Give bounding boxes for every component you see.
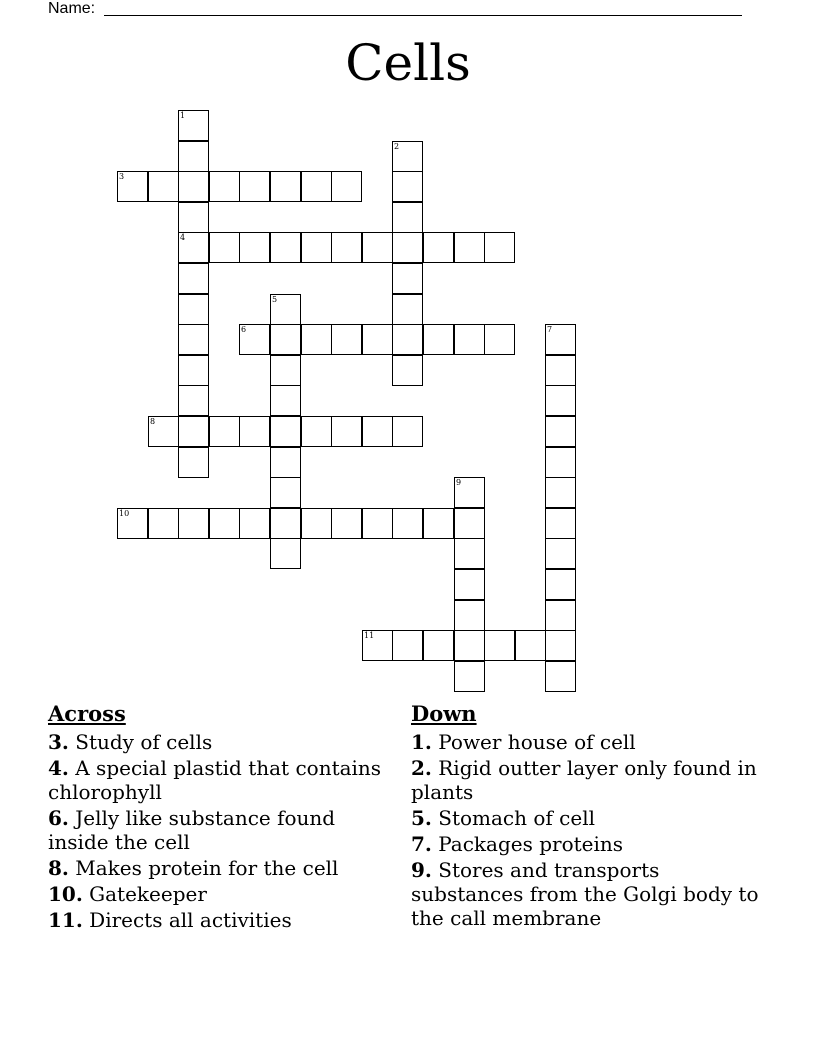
clue-number-label: 6 [241,325,247,334]
grid-cell[interactable] [178,171,209,202]
grid-cell[interactable] [545,600,576,631]
across-heading: Across [48,701,126,726]
grid-cell[interactable] [178,232,209,263]
across-clues [48,700,388,934]
grid-cell[interactable] [454,477,485,508]
grid-cell[interactable] [362,508,393,539]
grid-cell[interactable] [484,232,515,263]
grid-cell[interactable] [545,630,576,661]
clue-number: 10. [48,882,83,906]
grid-cell[interactable] [454,232,485,263]
grid-cell[interactable] [239,232,270,263]
grid-cell[interactable] [270,538,301,569]
clue-number-label: 9 [456,478,462,487]
grid-cell[interactable] [178,385,209,416]
grid-cell[interactable] [392,324,423,355]
grid-cell[interactable] [239,324,270,355]
clue-number-label: 10 [119,509,130,518]
grid-cell[interactable] [331,232,362,263]
clue-item [411,730,761,754]
grid-cell[interactable] [301,416,332,447]
clue-number-label: 11 [364,631,375,640]
clue-item [48,856,388,880]
clue-number: 4. [48,756,69,780]
grid-cell[interactable] [454,508,485,539]
clue-item [48,730,388,754]
clue-text: Directs all activities [89,908,292,932]
grid-cell[interactable] [178,508,209,539]
grid-cell[interactable] [484,324,515,355]
grid-cell[interactable] [148,416,179,447]
grid-cell[interactable] [178,141,209,172]
grid-cell[interactable] [392,355,423,386]
grid-cell[interactable] [331,508,362,539]
grid-cell[interactable] [454,324,485,355]
grid-cell[interactable] [178,294,209,325]
grid-cell[interactable] [301,171,332,202]
grid-cell[interactable] [239,416,270,447]
clue-number: 6. [48,806,69,830]
grid-cell[interactable] [178,355,209,386]
clue-number: 11. [48,908,83,932]
grid-cell[interactable] [117,508,148,539]
clue-text: Rigid outter layer only found in plants [411,756,757,804]
grid-cell[interactable] [454,661,485,692]
grid-cell[interactable] [454,569,485,600]
grid-cell[interactable] [392,232,423,263]
clue-text: Packages proteins [438,832,624,856]
clue-text: Makes protein for the cell [75,856,339,880]
clue-item [48,756,388,804]
grid-cell[interactable] [454,538,485,569]
grid-cell[interactable] [392,416,423,447]
grid-cell[interactable] [392,202,423,233]
grid-cell[interactable] [209,508,240,539]
clue-number: 1. [411,730,432,754]
grid-cell[interactable] [392,294,423,325]
clue-number: 2. [411,756,432,780]
grid-cell[interactable] [545,416,576,447]
clue-item [411,806,761,830]
clue-text: Stomach of cell [438,806,595,830]
grid-cell[interactable] [209,232,240,263]
grid-cell[interactable] [392,508,423,539]
grid-cell[interactable] [545,324,576,355]
grid-cell[interactable] [301,232,332,263]
grid-cell[interactable] [148,508,179,539]
grid-cell[interactable] [270,232,301,263]
clue-item [48,806,388,854]
grid-cell[interactable] [362,232,393,263]
grid-cell[interactable] [178,324,209,355]
clue-text: Jelly like substance found inside the cell [48,806,336,854]
grid-cell[interactable] [362,416,393,447]
grid-cell[interactable] [392,630,423,661]
grid-cell[interactable] [178,202,209,233]
clue-item [411,756,761,804]
grid-cell[interactable] [209,416,240,447]
grid-cell[interactable] [270,294,301,325]
grid-cell[interactable] [239,171,270,202]
clue-text: Stores and transports substances from the Golgi body to the call membrane [411,858,759,930]
grid-cell[interactable] [239,508,270,539]
grid-cell[interactable] [392,263,423,294]
grid-cell[interactable] [270,416,301,447]
clue-number: 3. [48,730,69,754]
grid-cell[interactable] [362,630,393,661]
grid-cell[interactable] [270,477,301,508]
down-list [411,730,761,930]
clue-text: Gatekeeper [89,882,207,906]
grid-cell[interactable] [178,263,209,294]
grid-cell[interactable] [545,661,576,692]
grid-cell[interactable] [301,508,332,539]
across-list [48,730,388,932]
clue-item [48,908,388,932]
page-title: Cells [345,34,471,92]
grid-cell[interactable] [331,324,362,355]
clue-number: 5. [411,806,432,830]
clue-number: 9. [411,858,432,882]
grid-cell[interactable] [454,630,485,661]
grid-cell[interactable] [362,324,393,355]
clue-item [411,832,761,856]
grid-cell[interactable] [270,508,301,539]
grid-cell[interactable] [545,477,576,508]
clue-number: 8. [48,856,69,880]
grid-cell[interactable] [178,110,209,141]
name-label: Name: [48,0,96,17]
grid-cell[interactable] [423,508,454,539]
grid-cell[interactable] [270,355,301,386]
clue-number-label: 8 [150,417,156,426]
grid-cell[interactable] [178,447,209,478]
grid-cell[interactable] [331,171,362,202]
grid-cell[interactable] [454,600,485,631]
grid-cell[interactable] [545,538,576,569]
grid-cell[interactable] [515,630,546,661]
clue-item [411,858,761,930]
grid-cell[interactable] [545,355,576,386]
grid-cell[interactable] [270,171,301,202]
grid-cell[interactable] [301,324,332,355]
grid-cell[interactable] [545,385,576,416]
clue-item [48,882,388,906]
clue-number-label: 2 [394,142,400,151]
grid-cell[interactable] [392,141,423,172]
down-clues [411,700,761,932]
clue-number-label: 3 [119,172,125,181]
clue-number-label: 7 [547,325,553,334]
down-heading: Down [411,701,477,726]
grid-cell[interactable] [392,171,423,202]
grid-cell[interactable] [117,171,148,202]
grid-cell[interactable] [545,508,576,539]
clue-text: Study of cells [75,730,213,754]
clue-text: Power house of cell [438,730,636,754]
grid-cell[interactable] [423,232,454,263]
grid-cell[interactable] [423,630,454,661]
grid-cell[interactable] [545,569,576,600]
grid-cell[interactable] [331,416,362,447]
clue-number: 7. [411,832,432,856]
grid-cell[interactable] [178,416,209,447]
clue-text: A special plastid that contains chlorophyll [48,756,382,804]
grid-cell[interactable] [423,324,454,355]
grid-cell[interactable] [270,447,301,478]
clue-number-label: 5 [272,295,278,304]
grid-cell[interactable] [545,447,576,478]
grid-cell[interactable] [209,171,240,202]
grid-cell[interactable] [148,171,179,202]
clue-number-label: 4 [180,233,186,242]
grid-cell[interactable] [270,385,301,416]
grid-cell[interactable] [484,630,515,661]
grid-cell[interactable] [270,324,301,355]
clue-number-label: 1 [180,111,186,120]
